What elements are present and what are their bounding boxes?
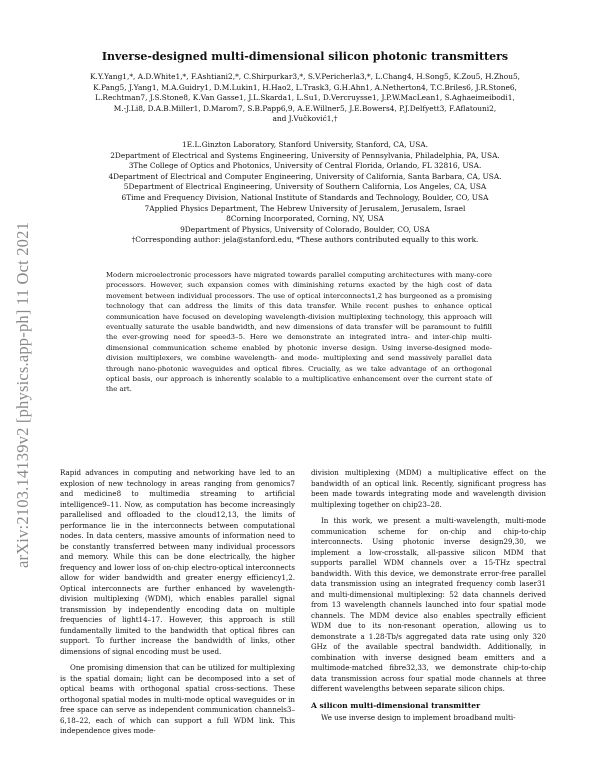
affiliation: 1E.L.Ginzton Laboratory, Stanford University, Stanford, CA, USA. [182,140,428,149]
affiliation-list [60,140,550,246]
affiliation: 4Department of Electrical and Computer Engineering, University of California, Santa Barbara, CA, USA. [108,171,502,181]
paragraph: Rapid advances in computing and networking have led to an explosion of new technology in areas ranging from genomics7 and medicine8 to multimedia streaming to artificial intelligence9–11. Now, as computation has become increasingly parallelised and offloaded to the cloud12,13, the limits of performance lie in the interconnects between computational nodes. In data centers, massive amounts of information need to be constantly transferred between many individual processors and memory. While this can be done electrically, the higher frequency and lower loss of on-chip electro-optical interconnects allow for wider bandwidth and greater energy efficiency1,2. Optical interconnects are further enhanced by wavelength-division multiplexing (WDM), which enables parallel signal transmission by independently encoding data on multiple frequencies of light14–17. However, this approach is still fundamentally limited to the bandwidth that optical fibres can support. To further increase the bandwidth of links, other dimensions of signal encoding must be used. [60,468,295,656]
paragraph: We use inverse design to implement broadband multi- [321,713,516,722]
body-column-right [311,468,546,730]
affiliation: 9Department of Physics, University of Colorado, Boulder, CO, USA [180,224,430,234]
author-line: M.-J.Li8, D.A.B.Miller1, D.Marom7, S.B.Papp6,9, A.E.Willner5, J.E.Bowers4, P.J.Delfyett3, F.Aflatouni2, [113,103,497,113]
body-column-left [60,468,295,743]
affiliation: 6Time and Frequency Division, National Institute of Standards and Technology, Boulder, CO, USA [121,192,489,202]
paper-title: Inverse-designed multi-dimensional silicon photonic transmitters [101,50,509,63]
arxiv-stamp: arXiv:2103.14139v2 [physics.app-ph] 11 Oct 2021 [13,221,32,569]
abstract: Modern microelectronic processors have migrated towards parallel computing architectures with many-core processors. However, such expansion comes with diminishing returns exacted by the high cost of data movement between individual processors. The use of optical interconnects1,2 has burgeoned as a promising technology that can address the limits of this data transfer. While recent pushes to enhance optical communication have focused on developing wavelength-division multiplexing technology, this approach will eventually saturate the usable bandwidth, and new dimensions of data transfer will be paramount to fulfill the ever-growing need for speed3–5. Here we demonstrate an integrated intra- and inter-chip multi-dimensional communication scheme enabled by photonic inverse design. Using inverse-designed mode-division multiplexers, we combine wavelength- and mode- multiplexing and send massively parallel data through nano-photonic waveguides and optical fibres. Crucially, as we take advantage of an orthogonal optical basis, our approach is inherently scalable to a multiplicative enhancement over the current state of the art. [106,271,492,394]
section-heading: A silicon multi-dimensional transmitter [311,700,481,710]
corresponding-author-note: †Corresponding author: jela@stanford.edu, *These authors contributed equally to this work. [131,235,479,245]
affiliation: 3The College of Optics and Photonics, University of Central Florida, Orlando, FL 32816, USA. [128,161,482,171]
affiliation: 2Department of Electrical and Systems Engineering, University of Pennsylvania, Philadelphia, PA, USA. [110,150,500,160]
author-list [60,72,550,125]
author-line: and J.Vučković1,† [272,114,338,124]
affiliation: 7Applied Physics Department, The Hebrew University of Jerusalem, Jerusalem, Israel [144,203,466,213]
paragraph: division multiplexing (MDM) a multiplicative effect on the bandwidth of an optical link. Recently, significant progress has been made towards integrating mode and wavelength division multiplexing together on chip23–28. [311,468,546,509]
author-line: L.Rechtman7, J.S.Stone8, K.Van Gasse1, J.L.Skarda1, L.Su1, D.Vercruysse1, J.P.W.MacLean1, S.Aghaeimeibodi1, [95,93,515,103]
paragraph: One promising dimension that can be utilized for multiplexing is the spatial domain; light can be decomposed into a set of optical beams with orthogonal spatial cross-sections. These orthogonal spatial modes in multi-mode optical waveguides or in free space can serve as independent communication channels3–6,18–22, each of which can support a full WDM link. This independence gives mode- [60,663,295,735]
author-line: K.Y.Yang1,*, A.D.White1,*, F.Ashtiani2,*, C.Shirpurkar3,*, S.V.Pericherla3,*, L.Chang4, H.Song5, K.Zou5, H.Zhou5, [89,72,521,81]
affiliation: 5Department of Electrical Engineering, University of Southern California, Los Angeles, CA, USA [123,182,487,192]
author-line: K.Pang5, J.Yang1, M.A.Guidry1, D.M.Lukin1, H.Hao2, L.Trask3, G.H.Ahn1, A.Netherton4, T.C.Briles6, J.R.Stone6, [93,82,517,92]
affiliation: 8Corning Incorporated, Corning, NY, USA [226,214,384,224]
paragraph: In this work, we present a multi-wavelength, multi-mode communication scheme for on-chip and chip-to-chip interconnects. Using photonic inverse design29,30, we implement a low-crosstalk, all-passive silicon MDM that supports parallel WDM channels over a 15-THz spectral bandwidth. With this device, we demonstrate error-free parallel data transmission using an integrated frequency comb laser31 and multi-dimensional multiplexing: 52 data channels derived from 13 wavelength channels launched into four spatial mode channels. The MDM device also enables spectrally efficient WDM due to its non-resonant operation, allowing us to demonstrate a 1.28-Tb/s aggregated data rate using only 320 GHz of the available spectral bandwidth. Additionally, in combination with inverse designed beam emitters and a multimode-matched fibre32,33, we demonstrate chip-to-chip data transmission across four spatial mode channels at three different wavelengths between separate silicon chips. [311,516,546,693]
